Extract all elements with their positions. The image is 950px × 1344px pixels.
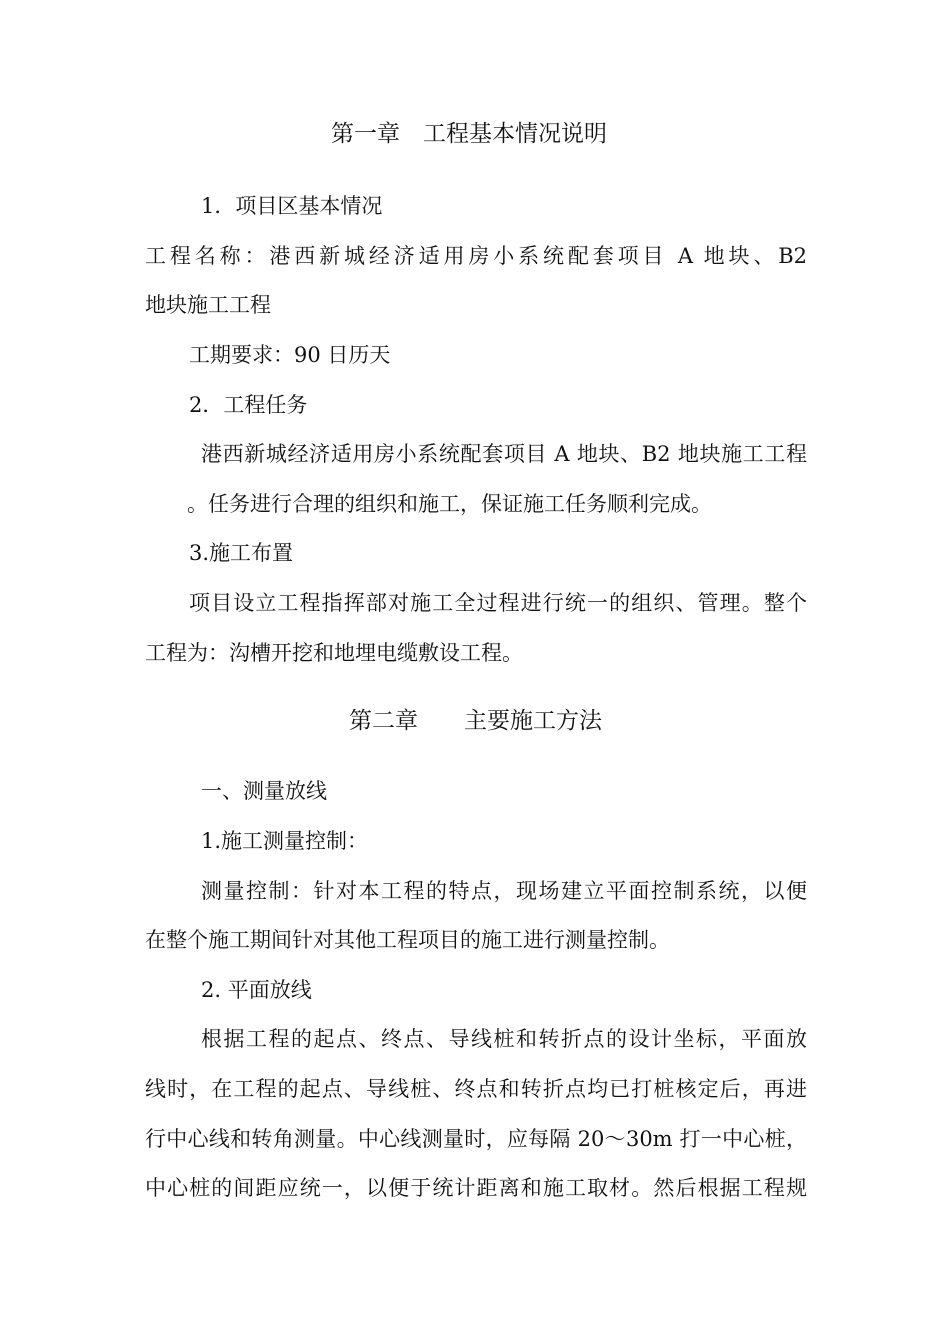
plan-line-2: 线时，在工程的起点、导线桩、终点和转折点均已打桩核定后，再进 [145, 1077, 807, 1101]
layout-line-2: 工程为：沟槽开挖和地埋电缆敷设工程。 [145, 641, 523, 665]
duration-line: 工期要求：90 日历天 [189, 343, 391, 367]
sub1-heading: 1.施工测量控制： [201, 829, 369, 853]
task-line-2: 。任务进行合理的组织和施工，保证施工任务顺利完成。 [187, 492, 712, 516]
section-1-heading: 1．项目区基本情况 [201, 194, 383, 218]
sec1-heading: 一、测量放线 [201, 779, 327, 803]
task-line-1: 港西新城经济适用房小系统配套项目 A 地块、B2 地块施工工程 [201, 442, 807, 466]
layout-line-1: 项目设立工程指挥部对施工全过程进行统一的组织、管理。整个 [189, 591, 807, 615]
project-name-line-1: 工程名称：港西新城经济适用房小系统配套项目 A 地块、B2 [145, 244, 807, 268]
chapter-1-title: 第一章 工程基本情况说明 [331, 121, 607, 147]
plan-line-4: 中心桩的间距应统一，以便于统计距离和施工取材。然后根据工程规 [145, 1176, 807, 1200]
control-line-2: 在整个施工期间针对其他工程项目的施工进行测量控制。 [145, 928, 670, 952]
project-name-line-2: 地块施工工程 [145, 293, 271, 317]
plan-line-1: 根据工程的起点、终点、导线桩和转折点的设计坐标，平面放 [201, 1027, 807, 1051]
plan-line-3: 行中心线和转角测量。中心线测量时，应每隔 20～30m 打一中心桩， [145, 1127, 807, 1151]
section-2-heading: 2．工程任务 [189, 393, 308, 417]
section-3-heading: 3.施工布置 [189, 541, 294, 565]
control-line-1: 测量控制：针对本工程的特点，现场建立平面控制系统，以便 [201, 879, 807, 903]
sub2-heading: 2. 平面放线 [201, 978, 312, 1002]
chapter-2-title: 第二章 主要施工方法 [349, 708, 602, 734]
